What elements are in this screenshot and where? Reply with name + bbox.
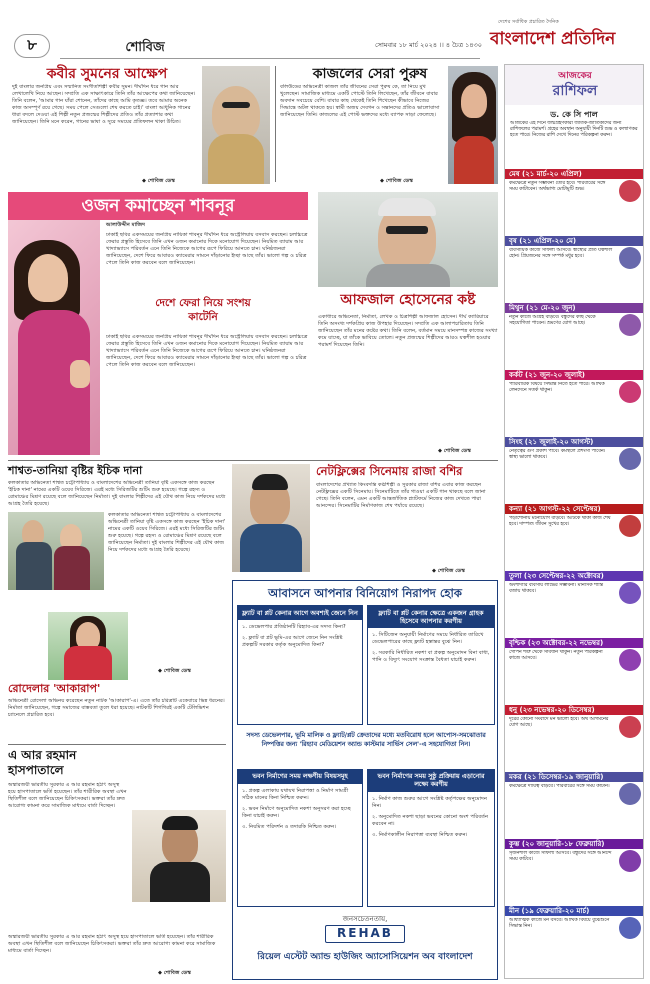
ad-notice: সদস্য ডেভেলপার, ভূমি মালিক ও ফ্ল্যাট/প্লট ক্রেতাদের মধ্যে মতবিরোধ হলে আপোস-সমঝোতার নিষ্পত্তির জন্য 'রিহ্যাব মেডিয়েশন অ্যান্ড কাস্টমার সার্ভিস সেল'-এ সহযোগিতা নিন।	[246, 732, 486, 748]
fish-icon	[619, 917, 641, 939]
zodiac-text: ব্যবসায়িক কাজে সাফল্য আসবে। স্বাস্থ্যের প্রতি যত্নশীল হোন। প্রিয়জনের সঙ্গে সম্পর্ক মধুর হবে।	[509, 248, 613, 260]
ar-rahman-photo	[132, 810, 226, 902]
article-subhead: দেশে ফেরা নিয়ে সংশয় কাটেনি	[155, 297, 251, 323]
goat-icon	[619, 783, 641, 805]
zodiac-name: বৃষ (২১ এপ্রিল-২০ মে)	[505, 236, 643, 246]
ad-right-box-title: ফ্ল্যাট বা প্লট কেনার ক্ষেত্রে একজন গ্রাহক হিসেবে আপনার করণীয়	[368, 606, 494, 628]
zodiac-text: কর্মক্ষেত্রে দায়িত্ব বাড়বে। পরিবারের সঙ্গে সময় কাটান।	[509, 784, 610, 789]
article-title: কবীর সুমনের আক্ষেপ	[46, 66, 168, 82]
article-afzal-hossain	[318, 192, 498, 457]
ad-bottom-left-box	[237, 769, 363, 907]
brand-logo: বাংলাদেশ প্রতিদিন	[490, 29, 616, 49]
article-kabir-suman	[12, 66, 270, 184]
horoscope-author: ড. কে সি পাল	[550, 110, 598, 119]
horoscope-title-main: রাশিফল	[552, 83, 598, 99]
ad-bottom-left-item-1: ১. প্রকল্প এলাকায় যথাযথ নিরাপত্তা ও নির্মাণ সামগ্রী সঠিক মানের কিনা নিশ্চিত করুন।	[242, 788, 349, 801]
zodiac-entry	[505, 772, 643, 839]
zodiac-text: গোপন শত্রু থেকে সাবধান থাকুন। নতুন পরিকল্পনা কাজে আসবে।	[509, 650, 603, 662]
bull-icon	[619, 247, 641, 269]
afzal-hossain-photo	[318, 192, 498, 287]
ad-right-box	[367, 605, 495, 725]
horoscope-title: আজকের	[558, 71, 592, 81]
article-body: কলকাতার অভিনেতা শাশ্বত চট্টোপাধ্যায় ও বাংলাদেশের অভিনেত্রী তানিয়া বৃষ্টি একসঙ্গে কাজ করছেন 'ইচিক দানা' নামের একটি ওয়েব সিরিজে। এরই মধ্যে সিরিজটির শুটিং শুরু হয়েছে। গল্পে রহস্য ও রোমাঞ্চের মিশ্রণ রয়েছে বলে জানিয়েছেন নির্মাতা। দুই বাংলার শিল্পীদের এই যৌথ কাজ নিয়ে দর্শকদের মধ্যে আগ্রহ তৈরি হয়েছে।	[8, 480, 226, 507]
section-divider	[8, 460, 498, 461]
ad-bottom-right-item-1: ১. নির্মাণ কাজ শুরুর আগে সংশ্লিষ্ট কর্তৃপক্ষের অনুমোদন নিন।	[372, 796, 487, 809]
ad-right-item-2: ২. সরকারি নির্ধারিত নকশা বা প্রকল্প অনুমোদন বিনা বাধা, পানি ও বিদ্যুৎ সংযোগ সংক্রান্ত বৈধতা যাচাই করুন।	[372, 650, 490, 663]
page-number-badge: ৮	[14, 34, 50, 58]
ad-left-item-1: ১. ডেভেলপার প্রতিষ্ঠানটি রিহ্যাব-এর সদস্য কিনা?	[242, 624, 346, 630]
ad-bottom-left-item-3: ৩. নিয়মিত পরিদর্শন ও তদারকি নিশ্চিত করুন।	[242, 824, 337, 830]
zodiac-text: নতুন কাজে আগ্রহ বাড়বে। বন্ধুদের কাছ থেকে সহযোগিতা পাবেন। ভ্রমণের যোগ আছে।	[509, 315, 596, 327]
article-body: একাধারে অভিনেতা, নির্মাতা, লেখক ও চিত্রশিল্পী আফজাল হোসেন। দীর্ঘ ক্যারিয়ারে তিনি অসংখ্য দর্শকপ্রিয় কাজ উপহার দিয়েছেন। সম্প্রতি এক আলাপচারিতায় তিনি জানিয়েছেন তাঁর মনের কষ্টের কথা। তিনি বলেন, বর্তমান সময়ে মানসম্পন্ন কাজের সংখ্যা কমে যাচ্ছে, যা তাঁকে ভাবিয়ে তোলে। নতুন প্রজন্মের শিল্পীদের আরও যত্নশীল হওয়ার পরামর্শ দিয়েছেন তিনি।	[318, 314, 498, 348]
ad-left-item-2: ২. ফ্ল্যাট বা প্লট ভূমি-এর আগে জেনে নিন সংশ্লিষ্ট প্রকল্পটি সরকার কর্তৃক অনুমোদিত কিনা?	[242, 635, 343, 648]
ad-bottom-left-item-2: ২. ভবন নির্মাণে অনুমোদিত নকশা অনুসরণ করা হচ্ছে কিনা যাচাই করুন।	[242, 806, 351, 819]
article-title: রোদেলার 'আকারাপ'	[8, 682, 101, 695]
zodiac-name: মেষ (২১ মার্চ-২০ এপ্রিল)	[505, 169, 643, 179]
article-credit: ◆ শোবিজ ডেস্ক	[432, 568, 465, 574]
zodiac-text: পড়াশোনায় মনোযোগ বাড়বে। আটকে থাকা কাজ শেষ হবে। দাম্পত্য জীবন সুখের হবে।	[509, 516, 611, 528]
ad-bottom-right-title: ভবন নির্মাণের সময় সুষ্ঠু প্রক্রিয়ায় এড়ানোর লক্ষ্যে করণীয়	[368, 770, 494, 792]
zodiac-name: মিথুন (২১ মে-২০ জুন)	[505, 303, 643, 313]
ad-bottom-right-item-2: ২. অনুমোদিত নকশা ছাড়া ভবনের কোনো অংশ পরিবর্তন করবেন না।	[372, 814, 489, 827]
horoscope-header	[505, 65, 643, 105]
ad-left-box-title: ফ্ল্যাট বা প্লট কেনার আগে অবশ্যই জেনে নিন	[238, 606, 362, 620]
ad-org-name: রিয়েল এস্টেট অ্যান্ড হাউজিং অ্যাসোসিয়েশন অব বাংলাদেশ	[257, 952, 473, 962]
kajol-photo	[448, 66, 498, 184]
ad-bottom-left-title: ভবন নির্মাণের সময় লক্ষণীয় বিষয়সমূহ	[238, 770, 362, 784]
article-body: অস্কারজয়ী ভারতীয় সুরকার এ আর রহমান হঠাৎ অসুস্থ হয়ে হাসপাতালে ভর্তি হয়েছেন। তাঁর শারীরিক অবস্থা এখন স্থিতিশীল বলে জানিয়েছেন চিকিৎসকরা। ভক্তরা তাঁর দ্রুত আরোগ্য কামনা করে সামাজিক মাধ্যমে বার্তা দিচ্ছেন।	[8, 782, 127, 809]
article-body-continued: কলকাতার অভিনেতা শাশ্বত চট্টোপাধ্যায় ও বাংলাদেশের অভিনেত্রী তানিয়া বৃষ্টি একসঙ্গে কাজ করছেন 'ইচিক দানা' নামের একটি ওয়েব সিরিজে। এরই মধ্যে সিরিজটির শুটিং শুরু হয়েছে। গল্পে রহস্য ও রোমাঞ্চের মিশ্রণ রয়েছে বলে জানিয়েছেন নির্মাতা। দুই বাংলার শিল্পীদের এই যৌথ কাজ নিয়ে দর্শকদের মধ্যে আগ্রহ তৈরি হয়েছে।	[108, 512, 226, 553]
page-header	[0, 0, 650, 54]
article-credit: ◆ শোবিজ ডেস্ক	[158, 970, 191, 976]
zodiac-name: ধনু (২৩ নভেম্বর-২০ ডিসেম্বর)	[505, 705, 643, 715]
ad-pr-label: জনসচেতনতায়,	[342, 915, 388, 923]
zodiac-name: মকর (২১ ডিসেম্বর-১৯ জানুয়ারি)	[505, 772, 643, 782]
zodiac-entry	[505, 370, 643, 437]
zodiac-entry	[505, 571, 643, 638]
kabir-suman-photo	[202, 66, 270, 184]
zodiac-entry	[505, 504, 643, 571]
article-title: কাজলের সেরা পুরুষ	[312, 66, 428, 82]
ad-title: আবাসনে আপনার বিনিয়োগ নিরাপদ হোক	[268, 586, 462, 600]
article-body: বলিউডের অভিনেত্রী কাজল তাঁর জীবনের সেরা পুরুষ কে, তা নিয়ে মুখ খুলেছেন। সামাজিক মাধ্যমে একটি পোস্টে তিনি লিখেছেন, তাঁর জীবনে বাবার অবদান সবচেয়ে বেশি। বাবার কাছ থেকেই তিনি শিখেছেন কীভাবে নিজের সিদ্ধান্তে অটল থাকতে হয়। স্বামী অজয় দেবগন ও সন্তানদের প্রতিও ভালোবাসা জানিয়েছেন তিনি। কাজলের এই পোস্ট ভক্তদের মধ্যে ব্যাপক সাড়া ফেলেছে।	[280, 84, 440, 118]
virgo-icon	[619, 515, 641, 537]
zodiac-text: আধ্যাত্মিক কাজে মন বসবে। আর্থিক বিষয়ে বুঝেশুনে সিদ্ধান্ত নিন।	[509, 918, 610, 930]
zodiac-name: বৃশ্চিক (২৩ অক্টোবর-২২ নভেম্বর)	[505, 638, 643, 648]
article-byline: আলাউদ্দীন মাজিদ	[106, 222, 145, 228]
lion-icon	[619, 448, 641, 470]
zodiac-name: তুলা (২৩ সেপ্টেম্বর-২২ অক্টোবর)	[505, 571, 643, 581]
zodiac-entry	[505, 705, 643, 772]
article-title: শাশ্বত-তানিয়া বৃষ্টির ইচিক দানা	[8, 464, 143, 477]
article-credit: ◆ শোবিজ ডেস্ক	[158, 668, 191, 674]
shabnur-photo	[8, 220, 100, 455]
headline-banner	[8, 192, 308, 220]
archer-icon	[619, 716, 641, 738]
zodiac-entry	[505, 906, 643, 973]
zodiac-text: দূরের কোনো সংবাদে মন ভালো হবে। অর্থ আগমনের যোগ আছে।	[509, 717, 609, 729]
article-body: দুই বাংলার জনপ্রিয় এবং সম্মানিত সংগীতশিল্পী কবীর সুমন। দীর্ঘদিন ধরে গান আর লেখালেখি নিয়ে আছেন। সম্প্রতি এক সাক্ষাৎকারে তিনি তাঁর আক্ষেপের কথা জানিয়েছেন। তিনি বলেন, 'আমার গান যাঁরা শোনেন, তাঁদের কাছে আমি কৃতজ্ঞ। তবে আমার অনেক কাজ অসম্পূর্ণ রয়ে গেছে। সময় পেলে সেগুলো শেষ করতে চাই।' বাংলা আধুনিক গানের ধারা বদলে দেওয়া এই শিল্পী নতুন প্রজন্মের শিল্পীদের প্রতিও তাঁর প্রত্যাশার কথা জানিয়েছেন। তিনি মনে করেন, গানের ভাষা ও সুরে সময়ের প্রতিফলন থাকা উচিত।	[12, 84, 196, 125]
section-title: শোবিজ	[125, 40, 165, 55]
rehab-logo: REHAB	[325, 925, 405, 943]
rodela-photo	[48, 612, 128, 680]
zodiac-entry	[505, 303, 643, 370]
twins-icon	[619, 314, 641, 336]
article-raja-bashir	[232, 464, 498, 576]
zodiac-entry	[505, 638, 643, 705]
column-divider	[275, 66, 276, 182]
article-body-continued: অস্কারজয়ী ভারতীয় সুরকার এ আর রহমান হঠাৎ অসুস্থ হয়ে হাসপাতালে ভর্তি হয়েছেন। তাঁর শারীরিক অবস্থা এখন স্থিতিশীল বলে জানিয়েছেন চিকিৎসকরা। ভক্তরা তাঁর দ্রুত আরোগ্য কামনা করে সামাজিক মাধ্যমে বার্তা দিচ্ছেন।	[8, 934, 216, 954]
article-ar-rahman	[8, 748, 226, 978]
rehab-advertisement	[232, 580, 498, 980]
shashwat-taniya-photo	[8, 512, 104, 590]
zodiac-entry	[505, 236, 643, 303]
ad-bottom-right-box	[367, 769, 495, 907]
article-title: এ আর রহমান হাসপাতালে	[8, 748, 77, 777]
ad-right-item-1: ১. সিটিজেন অনুযায়ী নির্মাণের সময়ে নির্ধারিত তারিখে ডেভেলপারের কাছে ফ্ল্যাট হস্তান্তর বুঝে নিন।	[372, 632, 484, 645]
article-credit: ◆ শোবিজ ডেস্ক	[380, 178, 413, 184]
raja-bashir-photo	[232, 464, 310, 572]
zodiac-entry	[505, 437, 643, 504]
zodiac-name: কন্যা (২১ আগস্ট-২২ সেপ্টেম্বর)	[505, 504, 643, 514]
article-body: অভিনেত্রী রোদেলা অভিনয় করেছেন নতুন নাটক 'আকারাপ'-এ। এতে তাঁর চরিত্রটি একেবারে ভিন্ন ধরনের। নির্মাতা জানিয়েছেন, গল্পে সমাজের বাস্তবতা তুলে ধরা হয়েছে। নাটকটি শিগগিরই একটি টেলিভিশন চ্যানেলে প্রচারিত হবে।	[8, 698, 225, 718]
article-title: নেটফ্লিক্সের সিনেমায় রাজা বশির	[316, 464, 463, 478]
zodiac-text: নেতৃত্বের গুণ প্রকাশ পাবে। কর্মস্থলে প্রশংসা পাবেন। স্বাস্থ্য ভালো থাকবে।	[509, 449, 606, 461]
zodiac-text: কর্মক্ষেত্রে নতুন সম্ভাবনা তৈরি হবে। পরিবারের সঙ্গে সময় কাটাবেন। অর্থভাগ্য মোটামুটি শুভ।	[509, 181, 606, 193]
zodiac-text: পারিবারিক বিষয়ে সিদ্ধান্ত নিতে হতে পারে। আর্থিক লেনদেনে সতর্ক থাকুন।	[509, 382, 605, 394]
scales-icon	[619, 582, 641, 604]
zodiac-name: কুম্ভ (২০ জানুয়ারি-১৮ ফেব্রুয়ারি)	[505, 839, 643, 849]
section-divider	[8, 744, 226, 745]
header-rule	[60, 58, 480, 59]
zodiac-text: সৃজনশীল কাজে সাফল্য আসবে। বন্ধুদের সঙ্গে আনন্দে সময় কাটবে।	[509, 851, 612, 863]
scorpion-icon	[619, 649, 641, 671]
ram-icon	[619, 180, 641, 202]
article-title: আফজাল হোসেনের কষ্ট	[330, 292, 486, 308]
horoscope-intro: আজকের এই দিনে জন্মগ্রহণকারী জাতক-জাতিকাদের জন্য রাশিফলের পরামর্শ। গ্রহের অবস্থান অনুযায়ী দিনটি শুভ ও কল্যাণকর হতে পারে। নিজের রাশি দেখে দিনের পরিকল্পনা করুন।	[510, 121, 638, 139]
crab-icon	[619, 381, 641, 403]
ad-bottom-right-item-3: ৩. নির্মাণকালীন নিরাপত্তা ব্যবস্থা নিশ্চিত করুন।	[372, 832, 468, 838]
brand-tagline: দেশের সর্বাধিক প্রচারিত দৈনিক	[498, 19, 559, 25]
water-bearer-icon	[619, 850, 641, 872]
article-body: ঢাকাই ছবির একসময়ের জনপ্রিয় নায়িকা শাবনূর দীর্ঘদিন ধরে অস্ট্রেলিয়ায় বসবাস করছেন। চলচ্চিত্রে ফেরার প্রস্তুতি হিসেবে তিনি এখন ওজন কমানোর দিকে মনোযোগ দিয়েছেন। নিয়মিত ব্যায়াম আর খাদ্যাভ্যাসে পরিবর্তন এনে তিনি নিজেকে আগের রূপে ফিরিয়ে আনতে চান। ঘনিষ্ঠজনরা জানিয়েছেন, দেশে ফিরে আবারও ক্যামেরার সামনে দাঁড়ানোর ইচ্ছা আছে তাঁর। ভালো গল্প ও চরিত্র পেলে তিনি কাজ করবেন বলে জানিয়েছেন।	[106, 232, 308, 266]
zodiac-name: মীন (১৯ ফেব্রুয়ারি-২০ মার্চ)	[505, 906, 643, 916]
header-date: সোমবার ১৮ মার্চ ২০২৪ ।। ৪ চৈত্র ১৪৩০	[375, 41, 482, 49]
zodiac-entry	[505, 839, 643, 906]
ad-left-box	[237, 605, 363, 725]
horoscope-panel	[504, 64, 644, 979]
article-kajol	[280, 66, 498, 184]
zodiac-entry	[505, 169, 643, 236]
zodiac-text: অংশীদারি ব্যবসায় লাভের সম্ভাবনা। মানসিক শান্তি বজায় থাকবে।	[509, 583, 603, 595]
headline: ওজন কমাচ্ছেন শাবনূর	[81, 196, 235, 216]
article-body-continued: ঢাকাই ছবির একসময়ের জনপ্রিয় নায়িকা শাবনূর দীর্ঘদিন ধরে অস্ট্রেলিয়ায় বসবাস করছেন। চলচ্চিত্রে ফেরার প্রস্তুতি হিসেবে তিনি এখন ওজন কমানোর দিকে মনোযোগ দিয়েছেন। নিয়মিত ব্যায়াম আর খাদ্যাভ্যাসে পরিবর্তন এনে তিনি নিজেকে আগের রূপে ফিরিয়ে আনতে চান। ঘনিষ্ঠজনরা জানিয়েছেন, দেশে ফিরে আবারও ক্যামেরার সামনে দাঁড়ানোর ইচ্ছা আছে তাঁর। ভালো গল্প ও চরিত্র পেলে তিনি কাজ করবেন বলে জানিয়েছেন।	[106, 334, 308, 368]
article-credit: ◆ শোবিজ ডেস্ক	[142, 178, 175, 184]
article-body: বাংলাদেশের প্রখ্যাত কিংবদন্তি কণ্ঠশিল্পী ও সুরকার রাজা বশির এবার কাজ করছেন নেটফ্লিক্সের একটি সিনেমায়। সিনেমাটিতে তাঁর গাওয়া একটি গান থাকছে বলে জানা গেছে। তিনি বলেন, এমন একটি আন্তর্জাতিক প্ল্যাটফর্মে নিজের কাজ দেখতে পারা আনন্দের। সিনেমাটির নির্মাণকাজ শেষ পর্যায়ে রয়েছে।	[316, 482, 486, 509]
zodiac-name: সিংহ (২১ জুলাই-২০ আগস্ট)	[505, 437, 643, 447]
zodiac-name: কর্কট (২১ জুন-২০ জুলাই)	[505, 370, 643, 380]
article-credit: ◆ শোবিজ ডেস্ক	[438, 448, 471, 454]
